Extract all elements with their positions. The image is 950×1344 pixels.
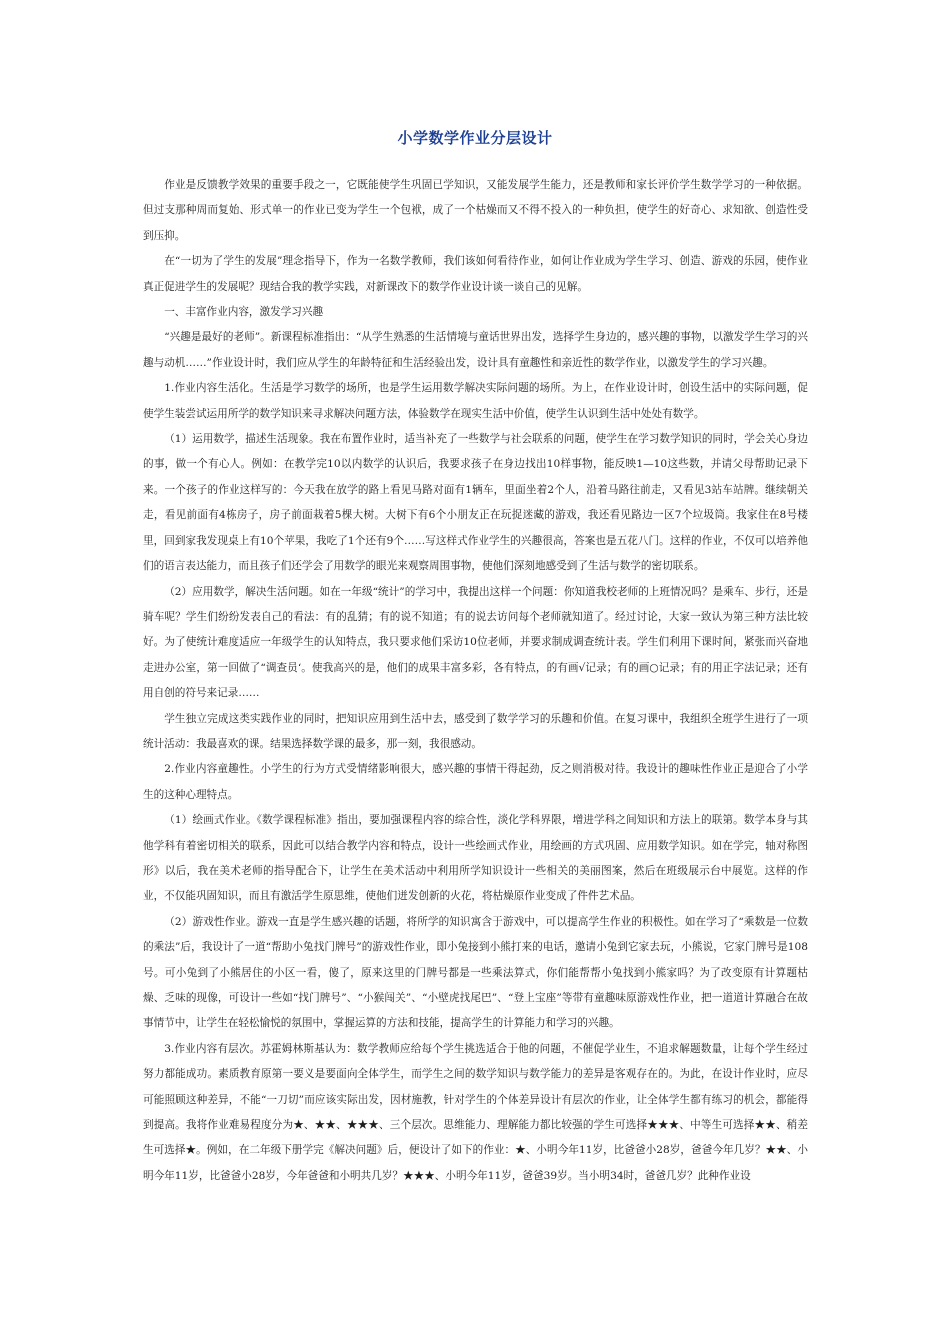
section-heading: 一、丰富作业内容，激发学习兴趣 <box>164 306 324 319</box>
document-body <box>143 173 808 1189</box>
paragraph: 2.作业内容童趣性。小学生的行为方式受情绪影响很大，感兴趣的事情干得起劲，反之则消极对待。我设计的趣味性作业正是迎合了小学生的这种心理特点。 <box>143 763 808 801</box>
paragraph: 在“一切为了学生的发展”理念指导下，作为一名数学教师，我们该如何看待作业，如何让作业成为学生学习、创造、游戏的乐园，使作业真正促进学生的发展呢？现结合我的教学实践，对新课改下的数学作业设计谈一谈自己的见解。 <box>143 255 808 293</box>
paragraph: （2）游戏性作业。游戏一直是学生感兴趣的话题，将所学的知识寓含于游戏中，可以提高学生作业的积极性。如在学习了“乘数是一位数的乘法”后，我设计了一道“帮助小兔找门牌号”的游戏性作业，即小兔接到小熊打来的电话，邀请小兔到它家去玩，小熊说，它家门牌号是108号。可小兔到了小熊居住的小区一看，傻了，原来这里的门牌号都是一些乘法算式，你们能帮帮小兔找到小熊家吗？为了改变原有计算题枯燥、乏味的现像，可设计一些如“找门牌号”、“小猴闯关”、“小壁虎找尾巴”、“登上宝座”等带有童趣味原游戏性作业，把一道道计算融合在故事情节中，让学生在轻松愉悦的氛围中，掌握运算的方法和技能，提高学生的计算能力和学习的兴趣。 <box>143 915 808 1030</box>
paragraph: 1.作业内容生活化。生活是学习数学的场所，也是学生运用数学解决实际问题的场所。为上，在作业设计时，创设生活中的实际问题，促使学生装尝试运用所学的数学知识来寻求解决问题方法，体验数学在现实生活中价值，使学生认识到生活中处处有数学。 <box>143 382 808 420</box>
paragraph: （1）绘画式作业。《数学课程标准》指出，要加强课程内容的综合性，淡化学科界限，增进学科之间知识和方法上的联第。数学本身与其他学科有着密切相关的联系，因此可以结合教学内容和特点，设计一些绘画式作业，用绘画的方式巩固、应用数学知识。如在学完，轴对称图形》以后，我在美术老师的指导配合下，让学生在美术活动中利用所学知识设计一些相关的美丽图案，然后在班级展示台中展览。这样的作业，不仅能巩固知识，而且有激活学生原思维，使他们迸发创新的火花，将枯燥原作业变成了件件艺术品。 <box>143 814 808 903</box>
paragraph: （1）运用数学，描述生活现象。我在布置作业时，适当补充了一些数学与社会联系的问题，使学生在学习数学知识的同时，学会关心身边的事，做一个有心人。例如：在教学完10以内数学的认识后，我要求孩子在身边找出10样事物，能反映1—10这些数，并请父母帮助记录下来。一个孩子的作业这样写的：今天我在放学的路上看见马路对面有1辆车，里面坐着2个人，沿着马路往前走，又看见3站车站牌。继续朝关走，看见前面有4栋房子，房子前面栽着5棵大树。大树下有6个小朋友正在玩捉迷藏的游戏，我还看见路边一区7个垃圾筒。我家住在8号楼里，回到家我发现桌上有10个苹果，我吃了1个还有9个……写这样式作业学生的兴趣很高，答案也是五花八门。这样的作业，不仅可以培养他们的语言表达能力，而且孩子们还学会了用数学的眼光来观察周围事物，使他们深刻地感受到了生活与数学的密切联系。 <box>143 433 808 573</box>
paragraph: 3.作业内容有层次。苏霍姆林斯基认为：数学教师应给每个学生挑选适合于他的问题，不催促学业生，不追求解题数量，让每个学生经过努力都能成功。素质教育原第一要义是要面向全体学生，而学生之间的数学知识与数学能力的差异是客观存在的。为此，在设计作业时，应尽可能照顾这种差异，不能“一刀切”而应该实际出发，因材施教，针对学生的个体差异设计有层次的作业，让全体学生都有练习的机会，都能得到提高。我将作业难易程度分为★、★★、★★★、三个层次。思维能力、理解能力都比较强的学生可选择★★★、中等生可选择★★、稍差生可选择★。例如，在二年级下册学完《解决问题》后，便设计了如下的作业：★、小明今年11岁，比爸爸小28岁，爸爸今年几岁？★★、小明今年11岁，比爸爸小28岁，今年爸爸和小明共几岁？★★★、小明今年11岁，爸爸39岁。当小明34时，爸爸几岁？此种作业设 <box>143 1042 808 1182</box>
paragraph: 学生独立完成这类实践作业的同时，把知识应用到生活中去，感受到了数学学习的乐趣和价值。在复习课中，我组织全班学生进行了一项统计活动：我最喜欢的课。结果选择数学课的最多，那一刻，我很感动。 <box>143 712 808 750</box>
document-title: 小学数学作业分层设计 <box>397 129 553 147</box>
paragraph: 作业是反馈教学效果的重要手段之一，它既能使学生巩固已学知识，又能发展学生能力，还是教师和家长评价学生数学学习的一种依据。但过支那种周而复始、形式单一的作业已变为学生一个包袱，成了一个枯燥而又不得不投入的一种负担，使学生的好奇心、求知欲、创造性受到压抑。 <box>143 179 808 242</box>
paragraph: “兴趣是最好的老师”。新课程标准指出：“从学生熟悉的生活情境与童话世界出发，选择学生身边的，感兴趣的事物，以激发学生学习的兴趣与动机……”作业设计时，我们应从学生的年龄特征和生活经验出发，设计具有童趣性和亲近性的数学作业，以激发学生的学习兴趣。 <box>143 331 808 369</box>
paragraph: （2）应用数学，解决生活问题。如在一年级“统计”的学习中，我提出这样一个问题：你知道我校老师的上班情况吗？是乘车、步行，还是骑车呢？学生们纷纷发表自己的看法：有的乱猜；有的说不知道；有的说去访问每个老师就知道了。经过讨论，大家一致认为第三种方法比较好。为了使统计难度适应一年级学生的认知特点，我只要求他们采访10位老师，并要求制成调查统计表。学生们利用下课时间，紧张而兴奋地走进办公室，第一回做了“调查员‘。使我高兴的是，他们的成果丰富多彩，各有特点，的有画√记录；有的画○记录；有的用正字法记录；还有用自创的符号来记录…… <box>143 585 808 700</box>
